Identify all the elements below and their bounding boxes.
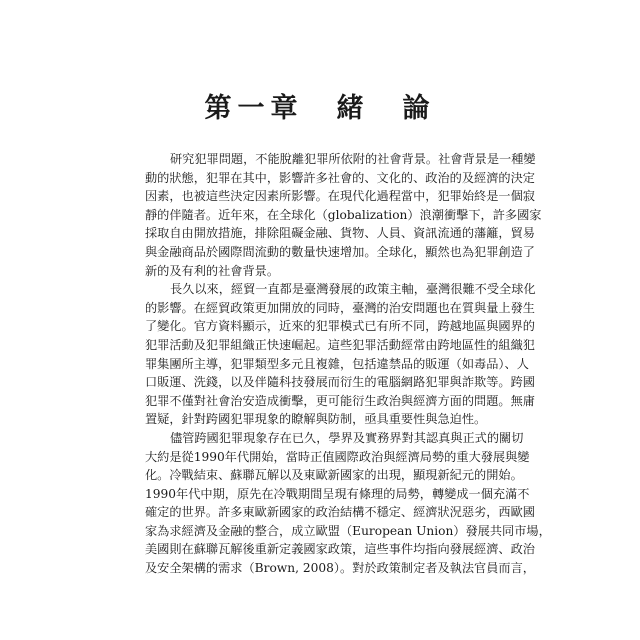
paragraph-3-line-5: 確定的世界。許多東歐新國家的政治結構不穩定、經濟狀況惡劣，西歐國 — [145, 505, 535, 520]
paragraph-2-line-4: 犯罪活動及犯罪組織正快速崛起。這些犯罪活動經常由跨地區性的組織犯 — [145, 337, 535, 352]
paragraph-1-line-2: 動的狀態，犯罪在其中，影響許多社會的、文化的、政治的及經濟的決定 — [145, 170, 535, 185]
paragraph-2-line-5: 罪集團所主導，犯罪類型多元且複雜，包括違禁品的販運（如毒品）、人 — [145, 356, 529, 371]
paragraph-3-line-2: 大約是從1990年代開始，當時正值國際政治與經濟局勢的重大發展與變 — [145, 449, 530, 464]
paragraph-2-line-2: 的影響。在經貿政策更加開放的同時，臺灣的治安問題也在質與量上發生 — [145, 300, 535, 315]
paragraph-3-line-8: 及安全架構的需求（Brown, 2008）。對於政策制定者及執法官員而言， — [145, 561, 535, 576]
paragraph-1-line-5: 採取自由開放措施，排除阻礙金融、貨物、人員、資訊流通的藩籬，貿易 — [145, 226, 535, 241]
paragraph-3-line-1: 儘管跨國犯罪現象存在已久，學界及實務界對其認真與正式的關切 — [170, 430, 524, 445]
paragraph-2-line-1: 長久以來，經貿一直都是臺灣發展的政策主軸，臺灣很難不受全球化 — [170, 282, 536, 297]
paragraph-3-line-6: 家為求經濟及金融的整合，成立歐盟（European Union）發展共同市場， — [145, 523, 551, 538]
chapter-title: 第一章 緒 論 — [204, 93, 436, 124]
paragraph-3-line-7: 美國則在蘇聯瓦解後重新定義國家政策，這些事件均指向發展經濟、政治 — [145, 542, 535, 557]
paragraph-1-line-4: 靜的伴隨者。近年來，在全球化（globalization）浪潮衝擊下，許多國家 — [145, 207, 542, 222]
paragraph-2-line-6: 口販運、洗錢，以及伴隨科技發展而衍生的電腦網路犯罪與詐欺等。跨國 — [145, 375, 535, 390]
paragraph-2-line-8: 置疑，針對跨國犯罪現象的瞭解與防制，亟具重要性與急迫性。 — [145, 412, 487, 427]
paragraph-1-line-7: 新的及有利的社會背景。 — [145, 263, 280, 278]
paragraph-1-line-6: 與金融商品於國際間流動的數量快速增加。全球化，顯然也為犯罪創造了 — [145, 244, 535, 259]
paragraph-1-line-3: 因素，也被這些決定因素所影響。在現代化過程當中，犯罪始終是一個寂 — [145, 189, 535, 204]
paragraph-3-line-3: 化。冷戰結束、蘇聯瓦解以及東歐新國家的出現，顯現新紀元的開始。 — [145, 468, 523, 483]
paragraph-2-line-7: 犯罪不僅對社會治安造成衝擊，更可能衍生政治與經濟方面的問題。無庸 — [145, 393, 535, 408]
paragraph-2-line-3: 了變化。官方資料顯示，近來的犯罪模式已有所不同，跨越地區與國界的 — [145, 319, 535, 334]
paragraph-1-line-1: 研究犯罪問題，不能脫離犯罪所依附的社會背景。社會背景是一種變 — [170, 152, 536, 166]
body-text — [145, 150, 551, 578]
paragraph-3-line-4: 1990年代中期，原先在冷戰期間呈現有條理的局勢，轉變成一個充滿不 — [145, 486, 530, 501]
